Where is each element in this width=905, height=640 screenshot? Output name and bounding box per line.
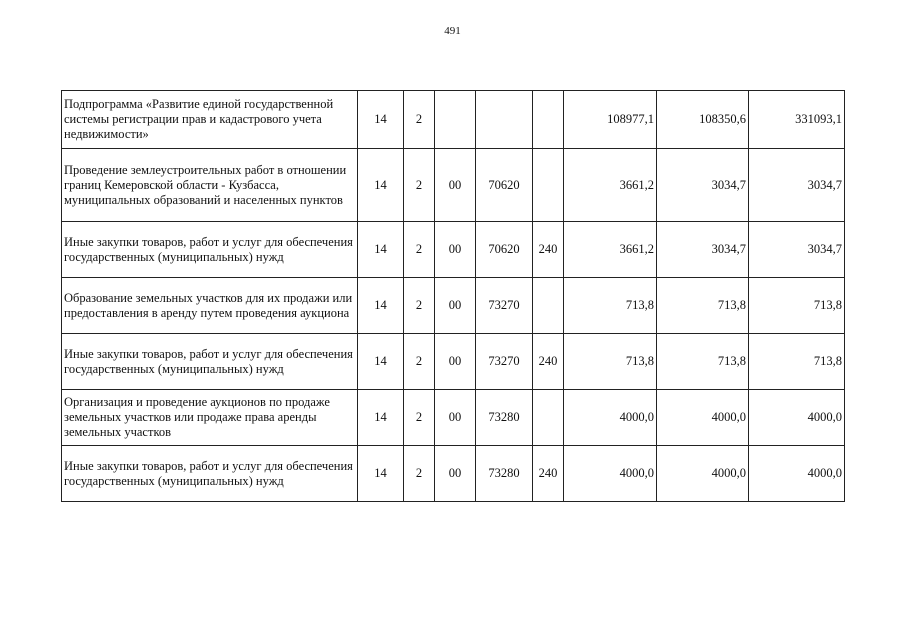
direction-code: 70620 — [476, 149, 533, 222]
direction-code: 73280 — [476, 446, 533, 502]
budget-table — [61, 90, 845, 502]
expense-type-code — [533, 91, 564, 149]
table-row — [62, 222, 845, 278]
section-code: 14 — [358, 334, 404, 390]
table-row — [62, 278, 845, 334]
program-code: 00 — [435, 222, 476, 278]
amount-year-3: 4000,0 — [749, 446, 845, 502]
program-code: 00 — [435, 390, 476, 446]
page-number: 491 — [444, 25, 461, 37]
direction-code: 70620 — [476, 222, 533, 278]
direction-code: 73280 — [476, 390, 533, 446]
program-code — [435, 91, 476, 149]
row-name: Образование земельных участков для их продажи или предоставления в аренду путем проведения аукциона — [62, 278, 358, 334]
amount-year-2: 108350,6 — [657, 91, 749, 149]
subsection-code: 2 — [404, 390, 435, 446]
amount-year-3: 3034,7 — [749, 222, 845, 278]
program-code: 00 — [435, 149, 476, 222]
amount-year-3: 713,8 — [749, 334, 845, 390]
expense-type-code — [533, 149, 564, 222]
amount-year-2: 4000,0 — [657, 446, 749, 502]
amount-year-3: 3034,7 — [749, 149, 845, 222]
amount-year-3: 331093,1 — [749, 91, 845, 149]
row-name: Проведение землеустроительных работ в отношении границ Кемеровской области - Кузбасса, муниципальных образований и населенных пунктов — [62, 149, 358, 222]
amount-year-1: 4000,0 — [564, 390, 657, 446]
program-code: 00 — [435, 334, 476, 390]
row-name: Иные закупки товаров, работ и услуг для обеспечения государственных (муниципальных) нужд — [62, 334, 358, 390]
expense-type-code: 240 — [533, 334, 564, 390]
amount-year-2: 3034,7 — [657, 149, 749, 222]
table-row — [62, 149, 845, 222]
direction-code: 73270 — [476, 278, 533, 334]
amount-year-1: 713,8 — [564, 334, 657, 390]
table-row — [62, 390, 845, 446]
section-code: 14 — [358, 222, 404, 278]
program-code: 00 — [435, 446, 476, 502]
expense-type-code: 240 — [533, 446, 564, 502]
amount-year-3: 4000,0 — [749, 390, 845, 446]
section-code: 14 — [358, 446, 404, 502]
subsection-code: 2 — [404, 334, 435, 390]
section-code: 14 — [358, 390, 404, 446]
amount-year-1: 3661,2 — [564, 222, 657, 278]
section-code: 14 — [358, 91, 404, 149]
row-name: Организация и проведение аукционов по продаже земельных участков или продаже права аренды земельных участков — [62, 390, 358, 446]
section-code: 14 — [358, 278, 404, 334]
direction-code — [476, 91, 533, 149]
direction-code: 73270 — [476, 334, 533, 390]
subsection-code: 2 — [404, 222, 435, 278]
subsection-code: 2 — [404, 278, 435, 334]
amount-year-1: 3661,2 — [564, 149, 657, 222]
subsection-code: 2 — [404, 149, 435, 222]
section-code: 14 — [358, 149, 404, 222]
amount-year-1: 713,8 — [564, 278, 657, 334]
row-name: Подпрограмма «Развитие единой государственной системы регистрации прав и кадастрового учета недвижимости» — [62, 91, 358, 149]
table-row — [62, 334, 845, 390]
amount-year-2: 713,8 — [657, 334, 749, 390]
amount-year-1: 108977,1 — [564, 91, 657, 149]
row-name: Иные закупки товаров, работ и услуг для обеспечения государственных (муниципальных) нужд — [62, 446, 358, 502]
expense-type-code: 240 — [533, 222, 564, 278]
subsection-code: 2 — [404, 91, 435, 149]
amount-year-2: 3034,7 — [657, 222, 749, 278]
amount-year-3: 713,8 — [749, 278, 845, 334]
table-row — [62, 446, 845, 502]
subsection-code: 2 — [404, 446, 435, 502]
row-name: Иные закупки товаров, работ и услуг для обеспечения государственных (муниципальных) нужд — [62, 222, 358, 278]
expense-type-code — [533, 278, 564, 334]
program-code: 00 — [435, 278, 476, 334]
amount-year-2: 713,8 — [657, 278, 749, 334]
amount-year-2: 4000,0 — [657, 390, 749, 446]
expense-type-code — [533, 390, 564, 446]
table-row — [62, 91, 845, 149]
amount-year-1: 4000,0 — [564, 446, 657, 502]
